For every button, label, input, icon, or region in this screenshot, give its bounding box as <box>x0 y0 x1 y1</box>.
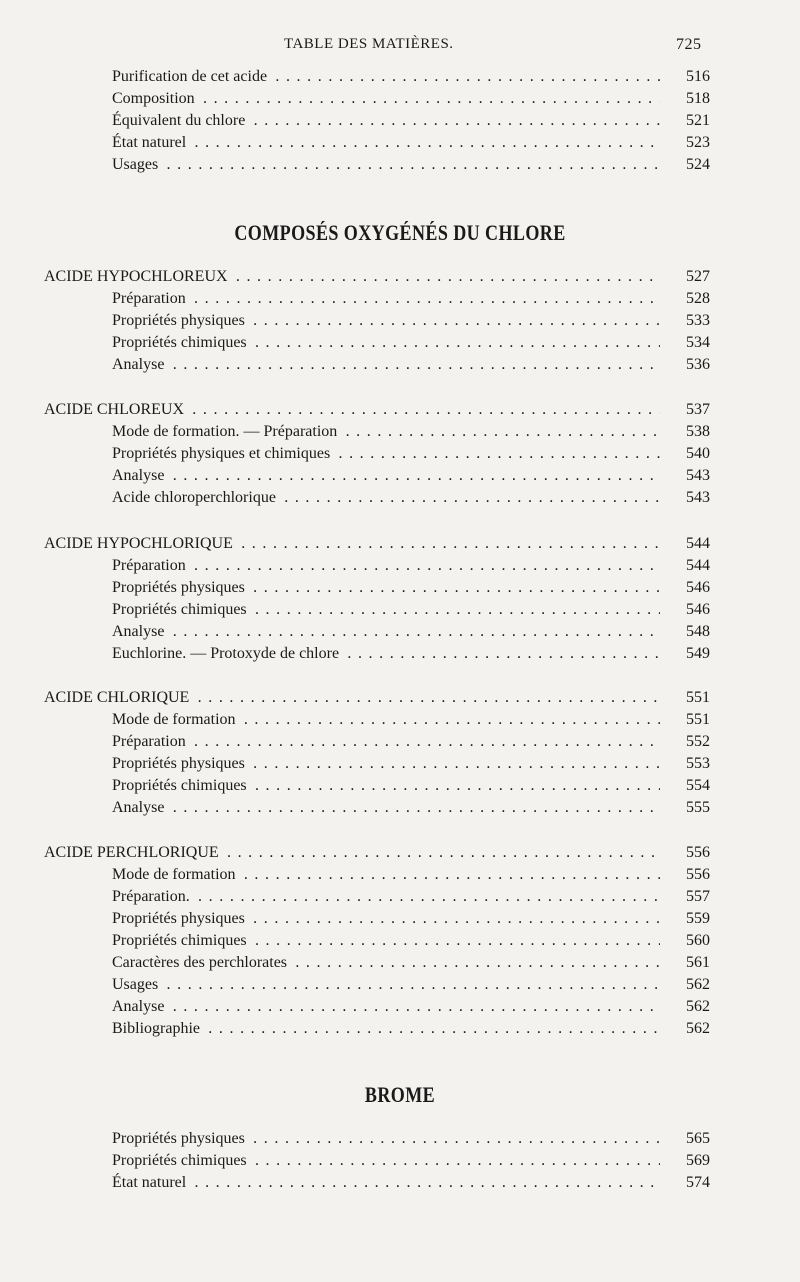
toc-entry-label: Préparation <box>112 733 189 750</box>
toc-entry <box>0 621 800 643</box>
toc-entry-page: 557 <box>686 888 710 905</box>
toc-entry <box>0 66 800 88</box>
toc-entry-label: Propriétés chimiques <box>112 601 250 618</box>
toc-entry-page: 561 <box>686 954 710 971</box>
toc-entry <box>0 753 800 775</box>
toc-entry-page: 543 <box>686 489 710 506</box>
toc-entry <box>0 1018 800 1040</box>
toc-entry-page: 556 <box>686 844 710 861</box>
toc-heading-label: ACIDE CHLOREUX <box>44 401 187 418</box>
toc-entry-page: 523 <box>686 134 710 151</box>
toc-entry <box>0 421 800 443</box>
toc-entry <box>0 930 800 952</box>
toc-entry <box>0 88 800 110</box>
toc-entry-label: Préparation. <box>112 888 193 905</box>
toc-entry <box>0 974 800 996</box>
toc-entry-label: Préparation <box>112 557 189 574</box>
toc-entry-label: Analyse <box>112 467 167 484</box>
toc-entry <box>0 797 800 819</box>
toc-entry <box>0 864 800 886</box>
toc-entry <box>0 577 800 599</box>
toc-entry-page: 548 <box>686 623 710 640</box>
toc-entry-page: 528 <box>686 290 710 307</box>
toc-entry-page: 536 <box>686 356 710 373</box>
toc-entry <box>0 443 800 465</box>
toc-entry-label: Propriétés chimiques <box>112 777 250 794</box>
toc-entry-page: 543 <box>686 467 710 484</box>
toc-heading-entry <box>0 687 800 709</box>
toc-entry-label: Propriétés physiques <box>112 910 248 927</box>
toc-entry-page: 554 <box>686 777 710 794</box>
toc-entry-label: État naturel <box>112 134 189 151</box>
toc-entry-label: Analyse <box>112 356 167 373</box>
section-title: COMPOSÉS OXYGÉNÉS DU CHLORE <box>234 220 566 245</box>
toc-entry-label: Analyse <box>112 998 167 1015</box>
toc-heading-entry <box>0 399 800 421</box>
toc-entry <box>0 1150 800 1172</box>
toc-entry-label: État naturel <box>112 1174 189 1191</box>
toc-entry-label: Propriétés physiques <box>112 755 248 772</box>
toc-entry <box>0 1172 800 1194</box>
toc-entry-label: Purification de cet acide <box>112 68 270 85</box>
toc-entry-page: 524 <box>686 156 710 173</box>
toc-entry-label: Propriétés chimiques <box>112 334 250 351</box>
toc-entry-page: 518 <box>686 90 710 107</box>
toc-entry-page: 565 <box>686 1130 710 1147</box>
toc-entry <box>0 132 800 154</box>
toc-entry-label: Propriétés physiques <box>112 579 248 596</box>
toc-heading-label: ACIDE CHLORIQUE <box>44 689 192 706</box>
toc-entry <box>0 709 800 731</box>
toc-entry-page: 533 <box>686 312 710 329</box>
toc-entry <box>0 775 800 797</box>
toc-entry-label: Analyse <box>112 623 167 640</box>
toc-entry-label: Analyse <box>112 799 167 816</box>
toc-entry-page: 562 <box>686 998 710 1015</box>
toc-entry <box>0 599 800 621</box>
running-head <box>0 36 800 58</box>
toc-entry-page: 540 <box>686 445 710 462</box>
toc-entry-label: Mode de formation <box>112 711 239 728</box>
toc-entry <box>0 1128 800 1150</box>
toc-heading-label: ACIDE HYPOCHLOREUX <box>44 268 231 285</box>
toc-entry-page: 527 <box>686 268 710 285</box>
page-number: 725 <box>676 36 702 53</box>
toc-entry-page: 534 <box>686 334 710 351</box>
toc-entry-page: 562 <box>686 976 710 993</box>
toc-entry-page: 569 <box>686 1152 710 1169</box>
toc-entry-page: 521 <box>686 112 710 129</box>
toc-entry <box>0 643 800 665</box>
toc-entry-page: 553 <box>686 755 710 772</box>
toc-entry-label: Propriétés physiques <box>112 312 248 329</box>
section-title: BROME <box>364 1082 436 1107</box>
toc-entry <box>0 487 800 509</box>
toc-entry <box>0 332 800 354</box>
toc-entry-label: Composition <box>112 90 198 107</box>
toc-entry-page: 574 <box>686 1174 710 1191</box>
toc-entry-label: Propriétés physiques <box>112 1130 248 1147</box>
toc-heading-entry <box>0 842 800 864</box>
toc-heading-label: ACIDE PERCHLORIQUE <box>44 844 222 861</box>
toc-entry-label: Équivalent du chlore <box>112 112 248 129</box>
toc-entry-page: 562 <box>686 1020 710 1037</box>
toc-entry-page: 549 <box>686 645 710 662</box>
toc-entry <box>0 731 800 753</box>
toc-entry-label: Mode de formation. — Préparation <box>112 423 340 440</box>
toc-entry-page: 544 <box>686 557 710 574</box>
toc-entry-page: 538 <box>686 423 710 440</box>
toc-heading-entry <box>0 266 800 288</box>
toc-entry <box>0 886 800 908</box>
toc-entry <box>0 154 800 176</box>
toc-entry-page: 551 <box>686 689 710 706</box>
toc-entry <box>0 908 800 930</box>
toc-entry-page: 560 <box>686 932 710 949</box>
toc-entry <box>0 354 800 376</box>
toc-entry-label: Bibliographie <box>112 1020 203 1037</box>
toc-entry-label: Usages <box>112 976 161 993</box>
toc-entry-label: Propriétés chimiques <box>112 932 250 949</box>
toc-entry-label: Euchlorine. — Protoxyde de chlore <box>112 645 342 662</box>
toc-entry-label: Caractères des perchlorates <box>112 954 290 971</box>
toc-entry-page: 555 <box>686 799 710 816</box>
toc-entry-label: Préparation <box>112 290 189 307</box>
toc-entry-page: 516 <box>686 68 710 85</box>
toc-entry <box>0 952 800 974</box>
toc-entry-label: Mode de formation <box>112 866 239 883</box>
toc-entry-page: 537 <box>686 401 710 418</box>
toc-entry <box>0 110 800 132</box>
toc-entry-page: 559 <box>686 910 710 927</box>
toc-entry <box>0 465 800 487</box>
toc-entry-label: Usages <box>112 156 161 173</box>
toc-entry-page: 546 <box>686 601 710 618</box>
running-title: TABLE DES MATIÈRES. <box>284 36 454 52</box>
toc-entry <box>0 310 800 332</box>
toc-entry <box>0 288 800 310</box>
toc-entry-page: 551 <box>686 711 710 728</box>
toc-heading-entry <box>0 533 800 555</box>
toc-entry <box>0 555 800 577</box>
toc-entry-page: 544 <box>686 535 710 552</box>
toc-entry-label: Propriétés physiques et chimiques <box>112 445 333 462</box>
toc-entry-page: 546 <box>686 579 710 596</box>
toc-entry-label: Propriétés chimiques <box>112 1152 250 1169</box>
toc-entry <box>0 996 800 1018</box>
toc-heading-label: ACIDE HYPOCHLORIQUE <box>44 535 236 552</box>
toc-entry-label: Acide chloroperchlorique <box>112 489 279 506</box>
toc-entry-page: 552 <box>686 733 710 750</box>
toc-entry-page: 556 <box>686 866 710 883</box>
